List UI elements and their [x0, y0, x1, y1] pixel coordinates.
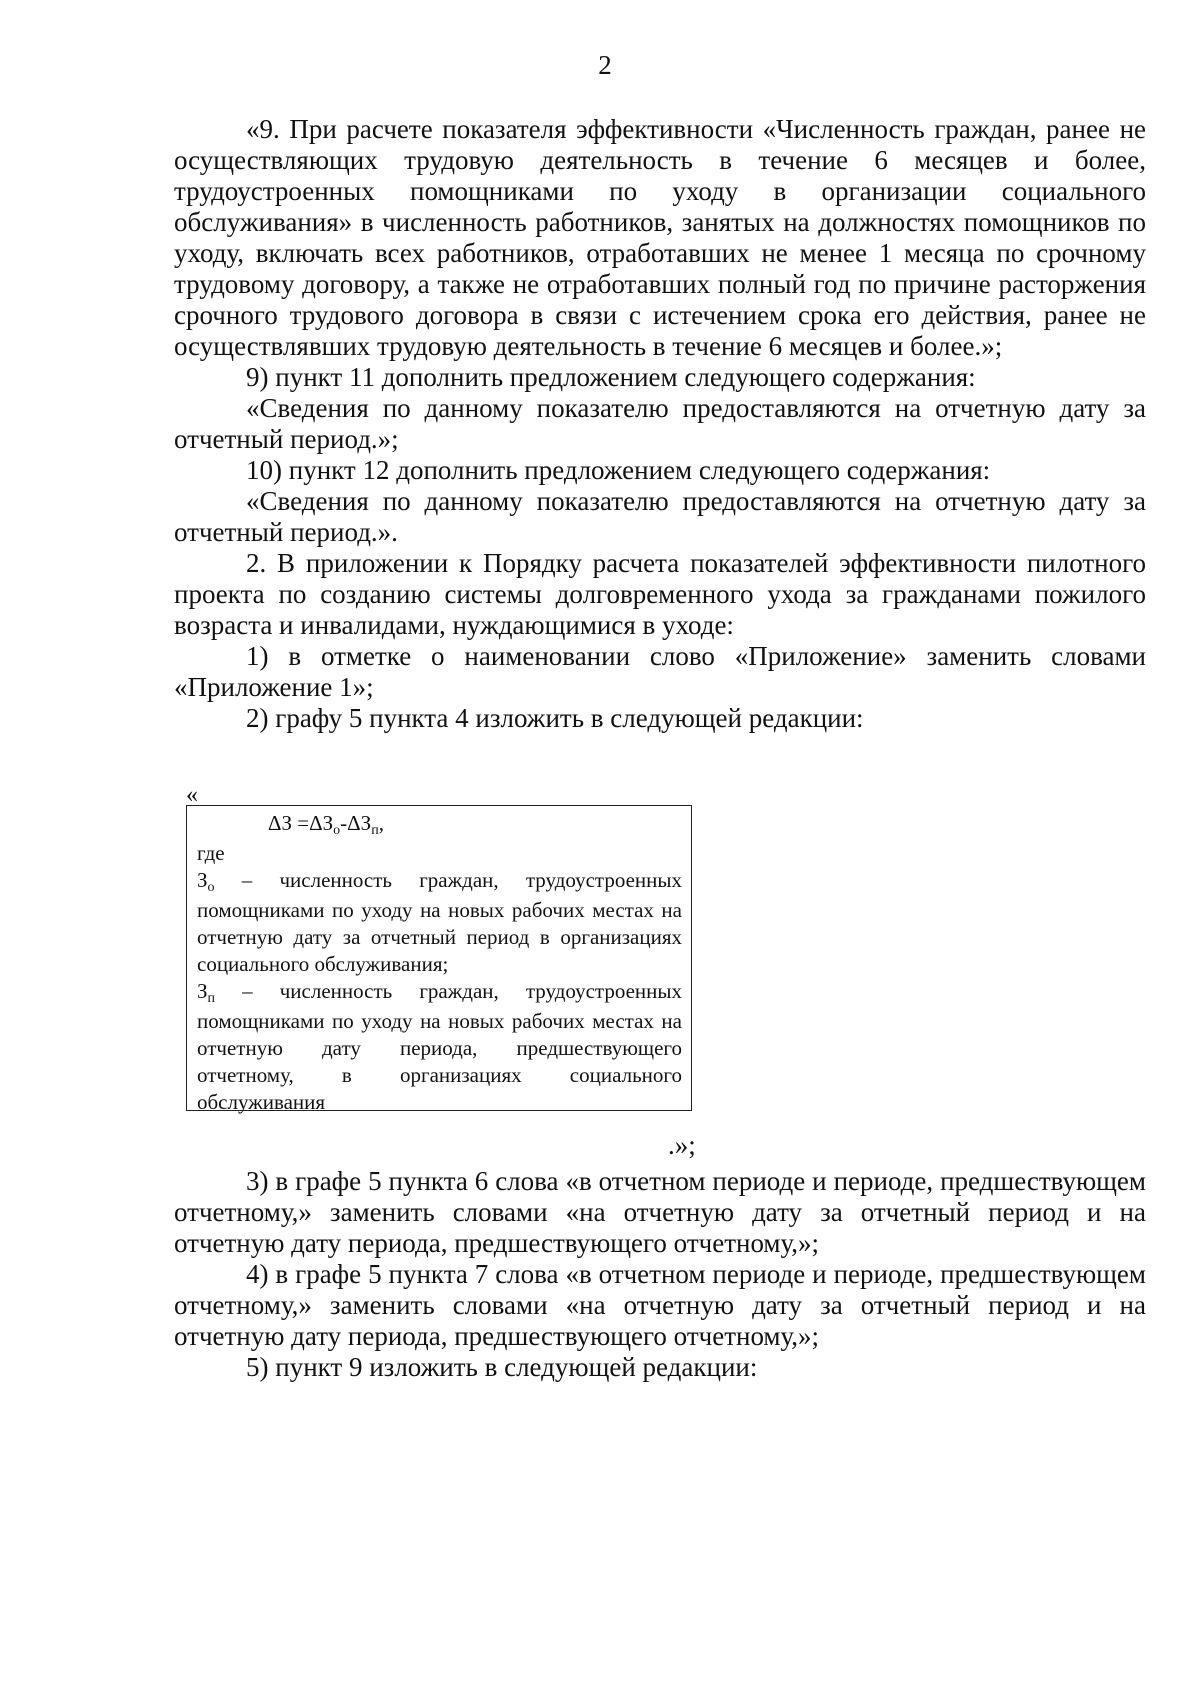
formula: $\Delta З =\Delta З_о-\Delta З_п$,: [268, 811, 384, 838]
definition-z-p: $З_п$ – численность граждан, трудоустроенных помощниками по уходу на новых рабочих местах на отчетную дату периода, предшествующего отчетному, в организациях социального обслуживания: [197, 979, 682, 1114]
paragraph-item-10: 10) пункт 12 дополнить предложением следующего содержания:: [246, 455, 991, 485]
quote-open-mark: «: [186, 782, 198, 808]
formula-box: [186, 805, 692, 1114]
paragraph-9-efficiency: «9. При расчете показателя эффективности «Численность граждан, ранее не осуществляющих трудовую деятельность в течение 6 месяцев и более, трудоустроенных помощниками по уходу в организации социального обслуживания» в численность работников, занятых на должностях помощников по уходу, включать всех работников, отработавших не менее 1 месяца по срочному трудовому договору, а также не отработавших полный год по причине расторжения срочного трудового договора в связи с истечением срока его действия, ранее не осуществлявших трудовую деятельность в течение 6 месяцев и более.»;: [174, 114, 1146, 361]
paragraph-sub-1: 1) в отметке о наименовании слово «Приложение» заменить словами «Приложение 1»;: [174, 641, 1146, 702]
paragraph-sub-5: 5) пункт 9 изложить в следующей редакции:: [246, 1352, 758, 1382]
paragraph-quote-12: «Сведения по данному показателю предоставляются на отчетную дату за отчетный период.».: [174, 486, 1146, 547]
formula-where: где: [197, 841, 225, 865]
paragraph-sub-4: 4) в графе 5 пункта 7 слова «в отчетном периоде и периоде, предшествующем отчетному,» заменить словами «на отчетную дату за отчетный период и на отчетную дату периода, предшествующего отчетному,»;: [174, 1259, 1146, 1351]
page-number: 2: [598, 50, 612, 80]
paragraph-sub-3: 3) в графе 5 пункта 6 слова «в отчетном периоде и периоде, предшествующем отчетному,» заменить словами «на отчетную дату за отчетный период и на отчетную дату периода, предшествующего отчетному,»;: [174, 1166, 1146, 1258]
body-text-bottom: [174, 1166, 1146, 1383]
paragraph-quote-11: «Сведения по данному показателю предоставляются на отчетную дату за отчетный период.»;: [174, 393, 1146, 454]
paragraph-sub-2: 2) графу 5 пункта 4 изложить в следующей редакции:: [246, 703, 864, 733]
paragraph-section-2: 2. В приложении к Порядку расчета показателей эффективности пилотного проекта по созданию системы долговременного ухода за гражданами пожилого возраста и инвалидами, нуждающимися в уходе:: [174, 548, 1146, 640]
paragraph-item-9: 9) пункт 11 дополнить предложением следующего содержания:: [246, 362, 976, 392]
quote-close-mark: .»;: [668, 1130, 696, 1160]
definition-z-o: $З_о$ – численность граждан, трудоустроенных помощниками по уходу на новых рабочих местах на отчетную дату за отчетный период в организациях социального обслуживания;: [197, 868, 682, 976]
body-text-top: [174, 114, 1146, 734]
